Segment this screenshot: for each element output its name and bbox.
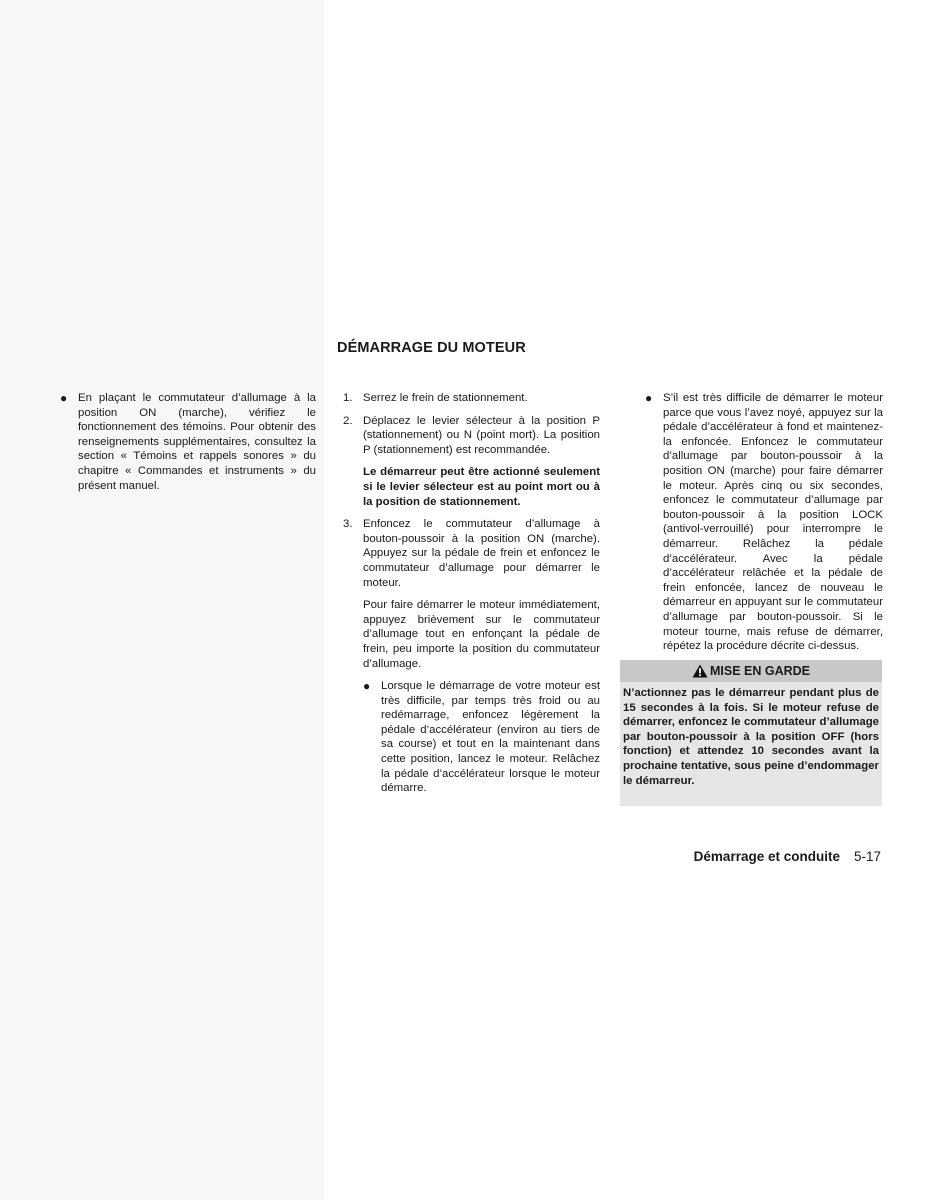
bullet-text: Lorsque le démarrage de votre moteur est très difficile, par temps très froid ou au redémarrage, enfoncez légèrement la pédale d’accélérateur (environ au tiers de sa course) et tout en la maintenant dans cette position, lancez le moteur. Relâchez la pédale d’accélérateur lorsque le moteur démarre. xyxy=(381,680,600,795)
bullet-text: En plaçant le commutateur d’allumage à la position ON (marche), vérifiez le fonctionnement des témoins. Pour obtenir des renseignements supplémentaires, consultez la section « Témoins et rappels sonores » du chapitre « Commandes et instruments » du présent manuel. xyxy=(78,392,316,492)
bullet-icon: ● xyxy=(363,679,371,694)
bullet-text: S’il est très difficile de démarrer le moteur parce que vous l’avez noyé, appuyez sur la pédale d’accélérateur à fond et maintenez-la enfoncée. Enfoncez le commutateur d’allumage par bouton-poussoir à la position ON (marche) pour faire démarrer le moteur. Après cinq ou six secondes, enfoncez le commutateur d’allumage par bouton-poussoir à la position LOCK (antivol-verrouillé) pour interrompre le démarreur. Relâchez la pédale d’accélérateur. Avec la pédale d’accélérateur relâchée et la pédale de frein enfoncée, lancez de nouveau le démarreur en appuyant sur le commutateur d’allumage par bouton-poussoir. Si le moteur tourne, mais refuse de démarrer, répétez la procédure décrite ci-dessus. xyxy=(663,392,883,653)
warning-title: MISE EN GARDE xyxy=(709,664,810,678)
column-left xyxy=(60,391,316,493)
step-3 xyxy=(343,517,600,590)
column-middle xyxy=(343,391,600,796)
page-shade xyxy=(0,0,324,1200)
list-item xyxy=(363,679,600,796)
step-1 xyxy=(343,391,600,406)
step-number: 3. xyxy=(343,518,353,531)
step-2 xyxy=(343,414,600,458)
step-number: 1. xyxy=(343,392,353,404)
warning-box xyxy=(620,660,882,806)
list-item xyxy=(645,391,883,654)
step-number: 2. xyxy=(343,414,353,427)
warning-title-bar xyxy=(620,660,882,682)
footer-section-title: Démarrage et conduite xyxy=(693,849,840,864)
step-2-note: Le démarreur peut être actionné seulement si le levier sélecteur est au point mort ou à la position de stationnement. xyxy=(363,466,600,508)
step-3-paragraph: Pour faire démarrer le moteur immédiatement, appuyez brièvement sur le commutateur d’allumage tout en enfonçant la pédale de frein, peu importe la position du commutateur d’allumage. xyxy=(363,599,600,670)
list-item xyxy=(60,391,316,493)
bullet-icon: ● xyxy=(645,391,653,405)
step-text: Enfoncez le commutateur d’allumage à bouton-poussoir à la position ON (marche). Appuyez sur la pédale de frein et enfoncez le commutateur d’allumage pour démarrer le moteur. xyxy=(363,518,600,589)
step-text: Serrez le frein de stationnement. xyxy=(363,392,528,404)
section-heading: DÉMARRAGE DU MOTEUR xyxy=(337,340,526,356)
page-footer xyxy=(694,849,881,864)
warning-body: N’actionnez pas le démarreur pendant plus de 15 secondes à la fois. Si le moteur refuse de démarrer, enfoncez le commutateur d’allumage par bouton-poussoir à la position OFF (hors fonction) et attendez 10 secondes avant la prochaine tentative, sous peine d’endommager le démarreur. xyxy=(623,687,879,787)
bullet-icon: ● xyxy=(60,391,68,405)
page-number: 5-17 xyxy=(853,849,881,864)
warning-triangle-icon xyxy=(692,664,708,678)
column-right xyxy=(645,391,883,654)
step-text: Déplacez le levier sélecteur à la position P (stationnement) ou N (point mort). La position P (stationnement) est recommandée. xyxy=(363,414,600,456)
